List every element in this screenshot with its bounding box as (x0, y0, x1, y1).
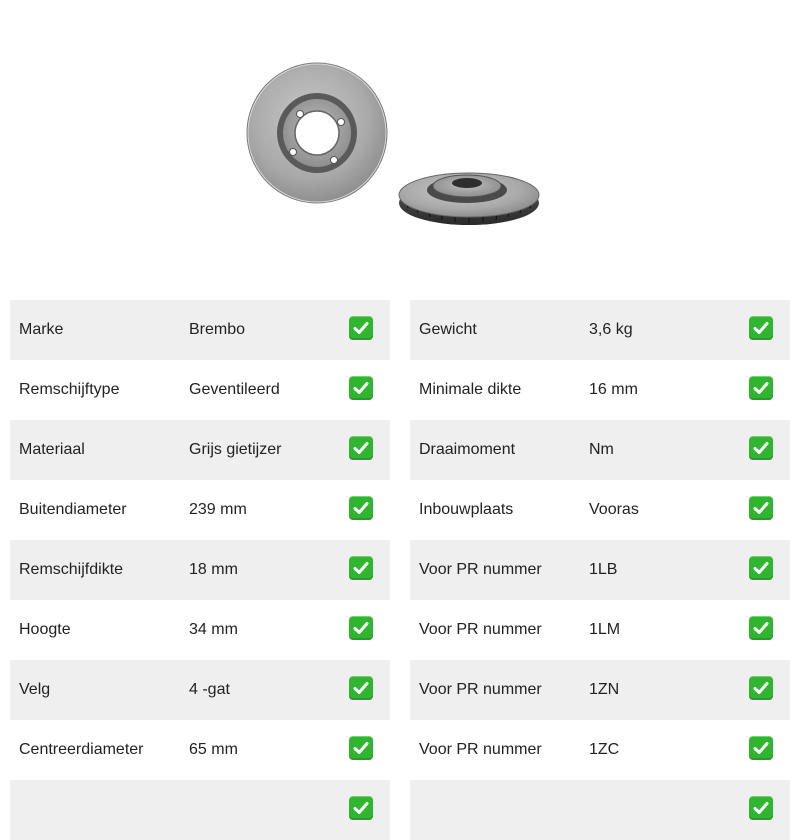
spec-label: Hoogte (19, 621, 71, 638)
check-mark-icon (749, 616, 773, 640)
check-mark-icon (749, 676, 773, 700)
spec-value: 16 mm (589, 381, 638, 398)
spec-row (410, 780, 790, 840)
spec-label: Centreerdiameter (19, 741, 144, 758)
spec-table-left (10, 300, 390, 840)
spec-value: 1ZC (589, 741, 620, 758)
spec-row (410, 720, 790, 780)
spec-label: Buitendiameter (19, 501, 127, 518)
spec-row (410, 420, 790, 480)
spec-label: Remschijftype (19, 381, 120, 398)
check-mark-icon (349, 556, 373, 580)
spec-label: Voor PR nummer (419, 561, 542, 578)
spec-label: Minimale dikte (419, 381, 522, 398)
spec-value: 1LM (589, 621, 621, 638)
spec-value: Geventileerd (189, 381, 280, 398)
spec-row (10, 720, 390, 780)
spec-label: Voor PR nummer (419, 741, 542, 758)
spec-row (410, 660, 790, 720)
spec-label: Voor PR nummer (419, 621, 542, 638)
check-mark-icon (349, 316, 373, 340)
brake-disc-product-image (0, 0, 800, 300)
spec-value: 3,6 kg (589, 321, 633, 338)
spec-label: Draaimoment (419, 441, 516, 458)
spec-row (10, 600, 390, 660)
spec-value: 18 mm (189, 561, 238, 578)
check-mark-icon (749, 436, 773, 460)
spec-row (410, 600, 790, 660)
spec-label: Materiaal (19, 441, 85, 458)
spec-value: Vooras (589, 501, 639, 518)
spec-row (10, 420, 390, 480)
check-mark-icon (349, 736, 373, 760)
spec-row (10, 540, 390, 600)
check-mark-icon (349, 376, 373, 400)
spec-value: 239 mm (189, 501, 247, 518)
spec-table-right (410, 300, 790, 840)
spec-value: 34 mm (189, 621, 238, 638)
spec-row (10, 360, 390, 420)
spec-label: Voor PR nummer (419, 681, 542, 698)
spec-value: 65 mm (189, 741, 238, 758)
brake-disc-front-view (247, 63, 387, 203)
check-mark-icon (349, 676, 373, 700)
spec-label: Marke (19, 321, 64, 338)
spec-label: Remschijfdikte (19, 561, 124, 578)
check-mark-icon (349, 436, 373, 460)
check-mark-icon (749, 376, 773, 400)
spec-value: Nm (589, 441, 614, 458)
spec-value: 1ZN (589, 681, 620, 698)
spec-row (10, 480, 390, 540)
brake-disc-angled-view (399, 173, 539, 225)
check-mark-icon (749, 496, 773, 520)
spec-row (10, 660, 390, 720)
spec-row (10, 780, 390, 840)
spec-row (410, 300, 790, 360)
check-mark-icon (349, 496, 373, 520)
check-mark-icon (749, 556, 773, 580)
spec-row (410, 480, 790, 540)
spec-value: Grijs gietijzer (189, 441, 282, 458)
check-mark-icon (749, 316, 773, 340)
spec-label: Inbouwplaats (419, 501, 514, 518)
check-mark-icon (749, 736, 773, 760)
spec-value: Brembo (189, 321, 246, 338)
product-image (0, 0, 800, 300)
spec-value: 1LB (589, 561, 618, 578)
spec-row (410, 540, 790, 600)
spec-label: Gewicht (419, 321, 477, 338)
check-mark-icon (349, 616, 373, 640)
spec-value: 4 -gat (189, 681, 230, 698)
spec-label: Velg (19, 681, 51, 698)
spec-row (410, 360, 790, 420)
spec-row (10, 300, 390, 360)
